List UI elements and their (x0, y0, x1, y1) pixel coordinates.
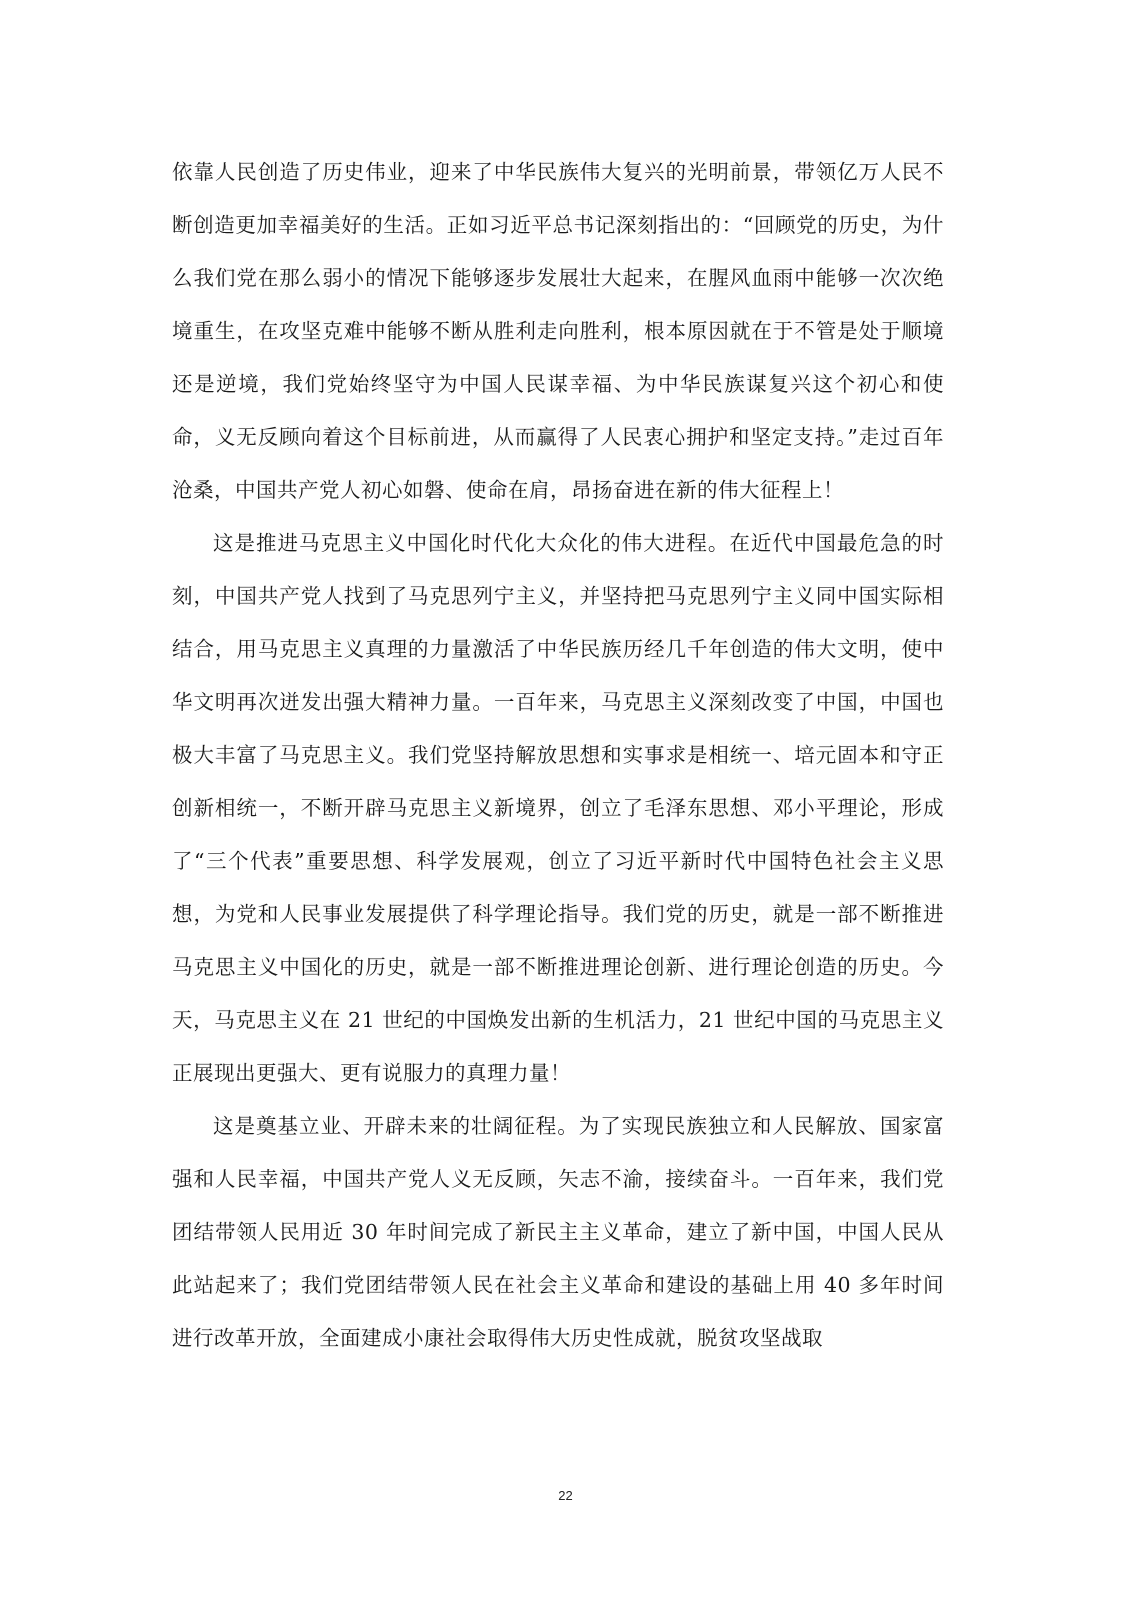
body-text (172, 146, 944, 1365)
page-number: 22 (558, 1488, 573, 1503)
paragraph-3: 这是奠基立业、开辟未来的壮阔征程。为了实现民族独立和人民解放、国家富强和人民幸福，中国共产党人义无反顾，矢志不渝，接续奋斗。一百年来，我们党团结带领人民用近 30 年时间完成了新民主主义革命，建立了新中国，中国人民从此站起来了；我们党团结带领人民在社会主义革命和建设的基础上用 40 多年时间进行改革开放，全面建成小康社会取得伟大历史性成就，脱贫攻坚战取 (172, 1114, 944, 1350)
paragraph-1: 依靠人民创造了历史伟业，迎来了中华民族伟大复兴的光明前景，带领亿万人民不断创造更加幸福美好的生活。正如习近平总书记深刻指出的：“回顾党的历史，为什么我们党在那么弱小的情况下能够逐步发展壮大起来，在腥风血雨中能够一次次绝境重生，在攻坚克难中能够不断从胜利走向胜利，根本原因就在于不管是处于顺境还是逆境，我们党始终坚守为中国人民谋幸福、为中华民族谋复兴这个初心和使命，义无反顾向着这个目标前进，从而赢得了人民衷心拥护和坚定支持。”走过百年沧桑，中国共产党人初心如磐、使命在肩，昂扬奋进在新的伟大征程上！ (172, 160, 944, 502)
paragraph-2: 这是推进马克思主义中国化时代化大众化的伟大进程。在近代中国最危急的时刻，中国共产党人找到了马克思列宁主义，并坚持把马克思列宁主义同中国实际相结合，用马克思主义真理的力量激活了中华民族历经几千年创造的伟大文明，使中华文明再次迸发出强大精神力量。一百年来，马克思主义深刻改变了中国，中国也极大丰富了马克思主义。我们党坚持解放思想和实事求是相统一、培元固本和守正创新相统一，不断开辟马克思主义新境界，创立了毛泽东思想、邓小平理论，形成了“三个代表”重要思想、科学发展观，创立了习近平新时代中国特色社会主义思想，为党和人民事业发展提供了科学理论指导。我们党的历史，就是一部不断推进马克思主义中国化的历史，就是一部不断推进理论创新、进行理论创造的历史。今天，马克思主义在 21 世纪的中国焕发出新的生机活力，21 世纪中国的马克思主义正展现出更强大、更有说服力的真理力量！ (172, 531, 944, 1085)
